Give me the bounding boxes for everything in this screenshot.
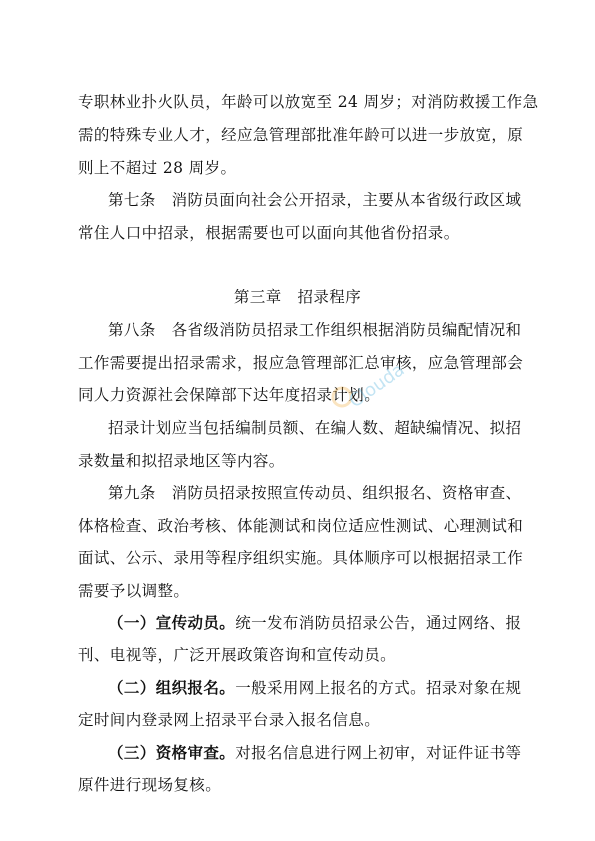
item-label: （三）资格审查。 — [108, 743, 236, 762]
paragraph-line: 刊、电视等，广泛开展政策咨询和宣传动员。 — [78, 646, 397, 664]
article-8-line: 第八条 各省级消防员招录工作组织根据消防员编配情况和 — [108, 321, 522, 339]
watermark-logo — [330, 345, 420, 415]
paragraph-line: 原件进行现场复核。 — [78, 776, 222, 794]
article-7-line: 第七条 消防员面向社会公开招录，主要从本省级行政区域 — [108, 191, 522, 209]
paragraph-line: 则上不超过 28 周岁。 — [78, 159, 237, 177]
paragraph-line: 专职林业扑火队员，年龄可以放宽至 24 周岁；对消防救援工作急 — [78, 93, 539, 111]
paragraph-line: 定时间内登录网上招录平台录入报名信息。 — [78, 711, 381, 729]
paragraph-line: 同人力资源社会保障部下达年度招录计划。 — [78, 386, 381, 404]
chapter-heading: 第三章 招录程序 — [233, 288, 362, 306]
paragraph-line: 录数量和拟招录地区等内容。 — [78, 452, 285, 470]
list-item — [108, 743, 521, 763]
item-text: 统一发布消防员招录公告，通过网络、报 — [235, 614, 522, 632]
paragraph-line: 体格检查、政治考核、体能测试和岗位适应性测试、心理测试和 — [78, 517, 524, 535]
item-label: （一）宣传动员。 — [108, 613, 236, 632]
list-item — [108, 613, 521, 633]
item-text: 一般采用网上报名的方式。招录对象在规 — [235, 679, 522, 697]
paragraph-line: 工作需要提出招录需求，报应急管理部汇总审核，应急管理部会 — [78, 354, 524, 372]
paragraph-line: 常住人口中招录，根据需要也可以面向其他省份招录。 — [78, 224, 460, 242]
svg-text:Clouda: Clouda — [345, 359, 409, 413]
paragraph-line: 招录计划应当包括编制员额、在编人数、超缺编情况、拟招 — [108, 419, 522, 437]
paragraph-line: 面试、公示、录用等程序组织实施。具体顺序可以根据招录工作 — [78, 549, 524, 567]
item-text: 对报名信息进行网上初审，对证件证书等 — [235, 744, 522, 762]
paragraph-line: 需的特殊专业人才，经应急管理部批准年龄可以进一步放宽，原 — [78, 126, 524, 144]
paragraph-line: 需要予以调整。 — [78, 582, 190, 600]
item-label: （二）组织报名。 — [108, 678, 236, 697]
article-9-line: 第九条 消防员招录按照宣传动员、组织报名、资格审查、 — [108, 484, 522, 502]
list-item — [108, 678, 521, 698]
